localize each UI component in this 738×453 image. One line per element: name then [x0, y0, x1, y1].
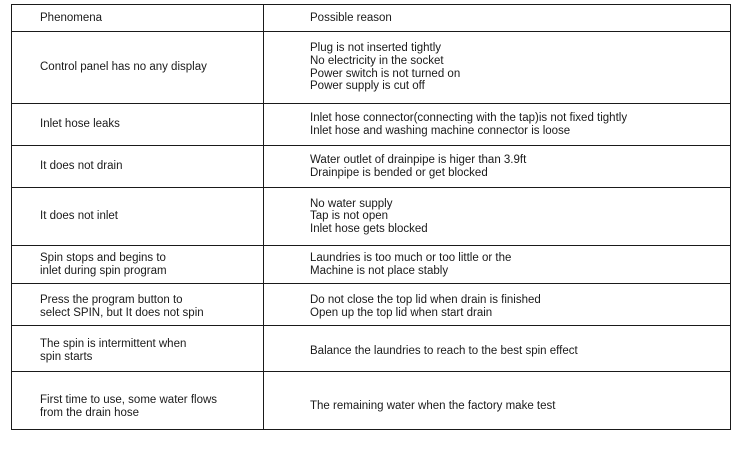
reason-cell	[264, 104, 731, 146]
phenomena-text: Control panel has no any display	[40, 61, 207, 74]
phenomena-cell	[12, 372, 264, 430]
reason-cell	[264, 246, 731, 284]
phenomena-text: Spin stops and begins to	[40, 251, 166, 264]
phenomena-cell	[12, 188, 264, 246]
reason-text: Tap is not open	[310, 210, 389, 223]
reason-text: Machine is not place stably	[310, 264, 449, 277]
reason-text: No electricity in the socket	[310, 54, 444, 67]
reason-text: Inlet hose gets blocked	[310, 222, 428, 235]
table-row	[12, 104, 731, 146]
reason-cell	[264, 284, 731, 326]
phenomena-text: It does not inlet	[40, 210, 118, 223]
troubleshooting-table	[11, 4, 731, 430]
phenomena-cell	[12, 246, 264, 284]
reason-text: Open up the top lid when start drain	[310, 307, 493, 319]
reason-cell	[264, 326, 731, 372]
reason-text: Laundries is too much or too little or the	[310, 251, 512, 264]
table-row	[12, 32, 731, 104]
phenomena-text: The spin is intermittent when	[40, 338, 187, 351]
reason-text: Water outlet of drainpipe is higer than 3.9ft	[310, 153, 527, 166]
phenomena-cell	[12, 326, 264, 372]
reason-text: The remaining water when the factory make test	[310, 400, 556, 413]
phenomena-text: spin starts	[40, 351, 93, 363]
phenomena-text: from the drain hose	[40, 406, 140, 419]
reason-text: Power supply is cut off	[310, 80, 425, 93]
reason-text: Drainpipe is bended or get blocked	[310, 166, 488, 179]
phenomena-cell	[12, 104, 264, 146]
phenomena-cell	[12, 284, 264, 326]
phenomena-text: inlet during spin program	[40, 264, 167, 277]
phenomena-text: It does not drain	[40, 160, 123, 173]
reason-cell	[264, 32, 731, 104]
phenomena-cell	[12, 32, 264, 104]
phenomena-text: Press the program button to	[40, 294, 183, 307]
phenomena-text: Inlet hose leaks	[40, 118, 120, 131]
reason-cell	[264, 188, 731, 246]
reason-text: No water supply	[310, 197, 393, 210]
reason-text: Inlet hose and washing machine connector is loose	[310, 124, 571, 137]
reason-text: Do not close the top lid when drain is finished	[310, 294, 541, 307]
table-row	[12, 284, 731, 326]
table-row	[12, 326, 731, 372]
reason-text: Balance the laundries to reach to the best spin effect	[310, 344, 578, 357]
reason-cell	[264, 372, 731, 430]
table-row	[12, 372, 731, 430]
table-row	[12, 146, 731, 188]
header-phenomena: Phenomena	[12, 5, 264, 32]
table-header-row	[12, 5, 731, 32]
reason-cell	[264, 146, 731, 188]
reason-text: Plug is not inserted tightly	[310, 42, 442, 55]
phenomena-text: First time to use, some water flows	[40, 393, 218, 406]
reason-text: Inlet hose connector(connecting with the tap)is not fixed tightly	[310, 111, 628, 124]
phenomena-text: select SPIN, but It does not spin	[40, 307, 204, 319]
phenomena-cell	[12, 146, 264, 188]
header-possible-reason: Possible reason	[264, 5, 731, 32]
reason-text: Power switch is not turned on	[310, 67, 461, 80]
table-row	[12, 246, 731, 284]
table-row	[12, 188, 731, 246]
